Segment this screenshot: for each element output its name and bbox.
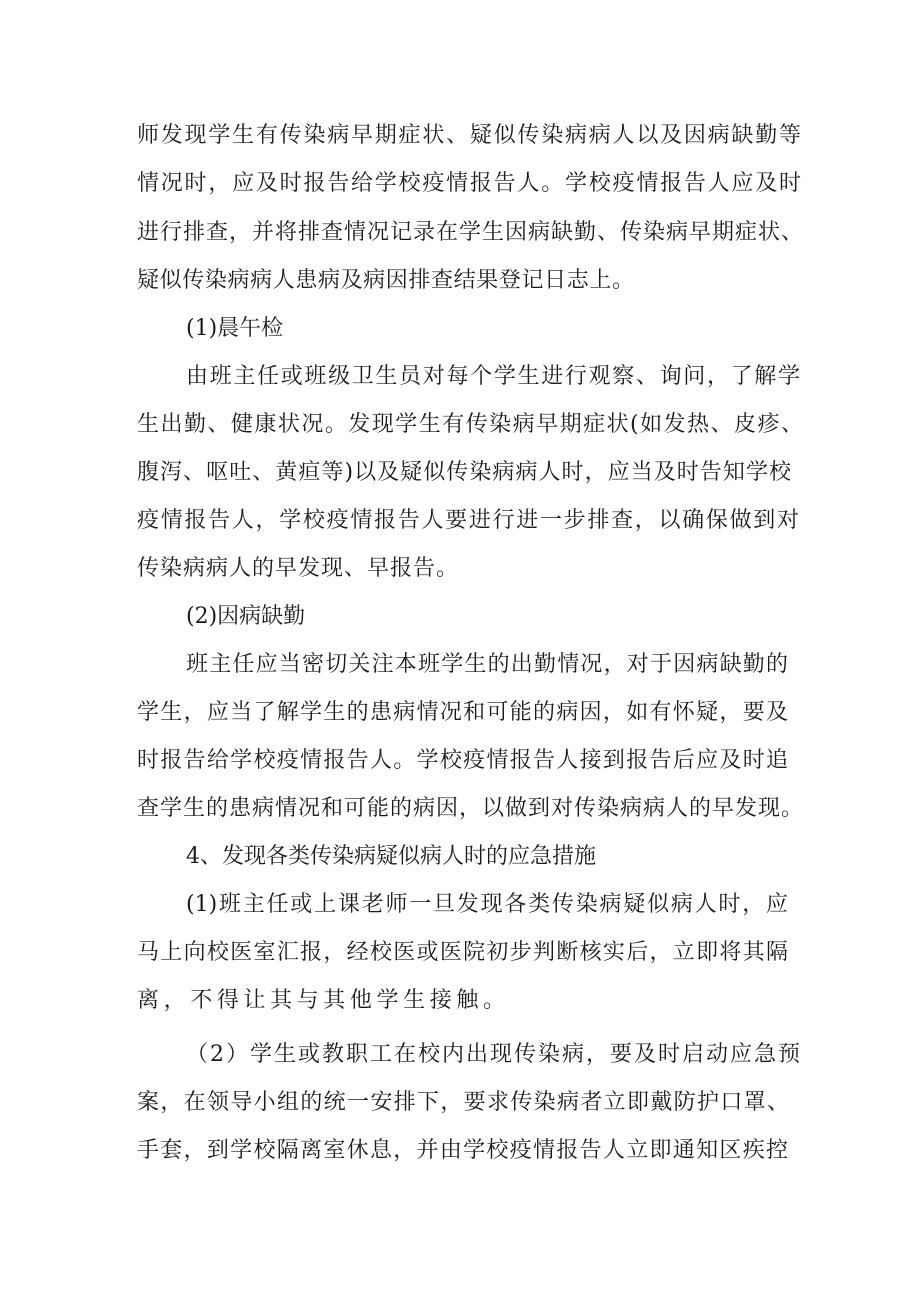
text-line: 案，在领导小组的统一安排下，要求传染病者立即戴防护口罩、 bbox=[137, 1090, 789, 1115]
text-line: 离，不得让其与其他学生接触。 bbox=[137, 988, 505, 1013]
text-line: （2）学生或教职工在校内出现传染病，要及时启动应急预 bbox=[186, 1042, 800, 1067]
text-line: 查学生的患病情况和可能的病因，以做到对传染病病人的早发现。 bbox=[137, 796, 803, 821]
text-line: 师发现学生有传染病早期症状、疑似传染病病人以及因病缺勤等 bbox=[137, 123, 801, 148]
text-line: 由班主任或班级卫生员对每个学生进行观察、询问，了解学 bbox=[186, 364, 800, 389]
text-line: 疫情报告人，学校疫情报告人要进行进一步排查，以确保做到对 bbox=[137, 508, 799, 533]
text-line: 班主任应当密切关注本班学生的出勤情况，对于因病缺勤的 bbox=[186, 652, 788, 677]
text-line: 疑似传染病病人患病及病因排查结果登记日志上。 bbox=[137, 268, 634, 293]
text-line: (1)班主任或上课老师一旦发现各类传染病疑似病人时，应 bbox=[186, 892, 788, 917]
text-line: 学生，应当了解学生的患病情况和可能的病因，如有怀疑，要及 bbox=[137, 700, 788, 725]
text-line: 时报告给学校疫情报告人。学校疫情报告人接到报告后应及时追 bbox=[137, 748, 788, 773]
text-line: 生出勤、健康状况。发现学生有传染病早期症状(如发热、皮疹、 bbox=[137, 412, 803, 437]
text-line: 腹泻、呕吐、黄疸等)以及疑似传染病病人时，应当及时告知学校 bbox=[137, 460, 791, 485]
text-line: 传染病病人的早发现、早报告。 bbox=[137, 556, 458, 581]
text-line: 情况时，应及时报告给学校疫情报告人。学校疫情报告人应及时 bbox=[137, 171, 801, 196]
text-line: 手套，到学校隔离室休息，并由学校疫情报告人立即通知区疾控 bbox=[137, 1138, 788, 1163]
section-heading: (1)晨午检 bbox=[186, 316, 284, 341]
text-line: 进行排查，并将排查情况记录在学生因病缺勤、传染病早期症状、 bbox=[137, 220, 803, 245]
section-heading: (2)因病缺勤 bbox=[186, 604, 306, 629]
text-line: 马上向校医室汇报，经校医或医院初步判断核实后，立即将其隔 bbox=[137, 940, 788, 965]
section-heading: 4、发现各类传染病疑似病人时的应急措施 bbox=[186, 844, 596, 869]
